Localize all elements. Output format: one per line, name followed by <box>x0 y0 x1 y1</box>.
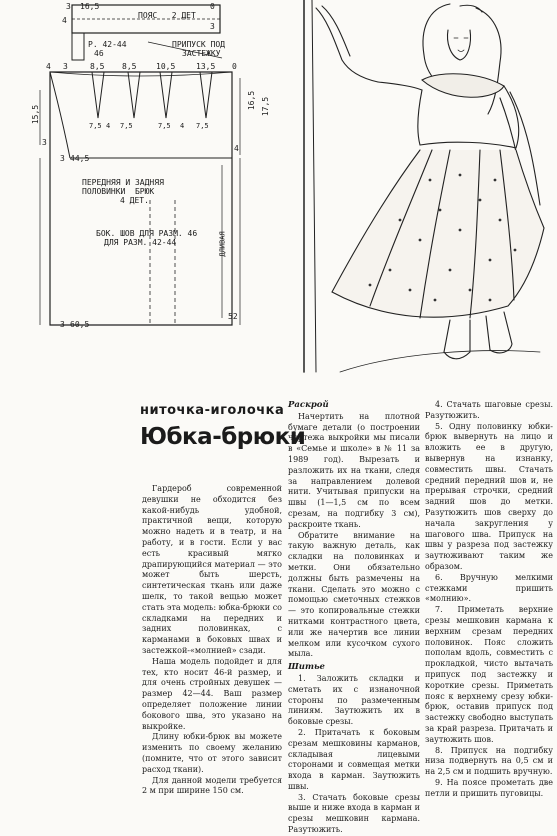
dim-mid-1: 4 <box>106 122 111 130</box>
column-3 <box>425 400 553 799</box>
heading-sewing: Шитье <box>288 662 325 673</box>
bottom-value: 60,5 <box>70 320 90 329</box>
side-right-b: 17,5 <box>261 96 271 117</box>
dim-top-0: 4 <box>46 62 51 71</box>
belt-num-top: 16,5 <box>80 2 100 11</box>
belt-label: ПОЯС 2 ДЕТ <box>138 11 196 20</box>
heading-cutting: Раскрой <box>288 400 329 410</box>
dim-mid-5: 7,5 <box>196 122 209 130</box>
dim-top-4: 10,5 <box>156 62 176 71</box>
belt-num-right-b: 3 <box>210 22 215 31</box>
col3-step-4: 4. Стачать шаговые срезы. Разутюжить. <box>425 400 553 420</box>
col3-step-9: 9. На поясе прометать две петли и пришить пуговицы. <box>425 777 553 798</box>
fb-line2: ПОЛОВИНКИ БРЮК <box>82 187 155 196</box>
dim-top-3: 8,5 <box>122 62 137 71</box>
dim-top-2: 8,5 <box>90 62 105 71</box>
col2-step-1: 1. Заложить складки и сметать их с изнаночной стороны по размеченным линиям. Заутюжить их в боковые срезы. <box>288 673 420 727</box>
dim-mid-2: 7,5 <box>120 122 133 130</box>
seam-line1: БОК. ШОВ ДЛЯ РАЗМ. 46 <box>96 229 198 238</box>
placket-2: ЗАСТЕЖКУ <box>182 49 221 58</box>
dim-mid-0: 7,5 <box>89 122 102 130</box>
pattern-drawing <box>0 0 300 355</box>
long-label: ДЛИВАЯ <box>218 231 227 257</box>
rubric: ниточка-иголочка <box>140 403 285 418</box>
fb-line3: 4 ДЕТ. <box>120 196 149 205</box>
dim-top-5: 13,5 <box>196 62 216 71</box>
col3-step-5: 5. Одну половинку юбки-брюк вывернуть на лицо и вложить ее в другую, вывернув на изнанку, совместить швы. Стачать средний передний шов и, не прерывая строчки, средний задний шов до метки. Разутюжить шов сверху до начала закругления у шагового шва. Припуск на швы у разреза под застежку заутюживают таким же образом. <box>425 421 553 571</box>
column-2 <box>288 400 420 836</box>
dim-mid-4: 4 <box>180 122 185 130</box>
col2-step-3: 3. Стачать боковые срезы выше и ниже входа в карман и срезы мешковин кармана. Разутюжить. <box>288 792 420 835</box>
belt-num-right-a: 0 <box>210 2 215 11</box>
size-note-1: Р. 42-44 <box>88 40 127 49</box>
col1-para-2: Наша модель подойдет и для тех, кто носит 46-й размер, и для очень стройных девушек — размер 42—44. Ваш размер определяет положение линии бокового шва, это указано на выкройке. <box>142 656 282 731</box>
col1-para-4: Для данной модели требуется 2 м при ширине 150 см. <box>142 775 282 796</box>
col1-para-3: Длину юбки-брюк вы можете изменить по своему желанию (помните, что от этого зависит расход ткани). <box>142 732 282 774</box>
col1-para-1: Гардероб современной девушки не обходится без какой-нибудь удобной, практичной вещи, которую можно надеть и в театр, и на работу, и в гости. Если у вас есть красивый мягко драпирующийся материал — это может быть шерсть, синтетическая ткань или даже шелк, то такой вещью может стать эта модель: юбка-брюки со складками на передних и задних половинках, с карманами в боковых швах и застежкой-«молнией» сзади. <box>142 484 282 655</box>
side-right-a: 16,5 <box>247 90 257 111</box>
col3-step-7: 7. Приметать верхние срезы мешковин кармана к верхним срезам передних половинок. Пояс сложить пополам вдоль, совместить с прокладкой, чисто вытачать припуск под застежку и короткие срезы. Приметать пояс к верхнему срезу юбки-брюк, оставив припуск под застежку свободно выступать за край разреза. Притачать и заутюжить шов. <box>425 605 553 744</box>
dim-top-6: 0 <box>232 62 237 71</box>
dim-mid-3: 7,5 <box>158 122 171 130</box>
dim-top-1: 3 <box>63 62 68 71</box>
hip-value: 44,5 <box>70 154 90 163</box>
hip-left: 3 <box>60 154 65 163</box>
belt-num-left: 3 <box>66 2 71 11</box>
bottom-right: 52 <box>228 312 238 321</box>
col2-step-2: 2. Притачать к боковым срезам мешковины карманов, складывая лицевыми сторонами и совмещая метки входа в карман. Заутюжить швы. <box>288 727 420 791</box>
article-title: Юбка-брюки <box>140 424 306 450</box>
size-note-2: 46 <box>94 49 104 58</box>
col3-step-6: 6. Вручную мелкими стежками пришить «молнию». <box>425 572 553 604</box>
belt-side: 4 <box>62 16 67 25</box>
fashion-illustration <box>300 0 557 395</box>
fb-line1: ПЕРЕДНЯЯ И ЗАДНЯЯ <box>82 178 164 187</box>
hip-right: 4 <box>234 144 239 153</box>
bottom-left: 3 <box>60 320 65 329</box>
col2-para-2: Обратите внимание на такую важную деталь, как складки на половинках и метки. Они обязательно должны быть размечены на ткани. Сделать это можно с помощью сметочных стежков — это копировальные стежки нитками контрастного цвета, или же начертив все линии мелком или кусочком сухого мыла. <box>288 530 420 659</box>
placket-1: ПРИПУСК ПОД <box>172 40 225 49</box>
col2-para-1: Начертить на плотной бумаге детали (о построении чертежа выкройки мы писали в «Семье и школе» в № 11 за 1989 год). Вырезать и разложить их на ткани, следя за направлением долевой нити. Учитывая припуски на швы (1—1,5 см по всем срезам, на подгибку 3 см), раскроите ткань. <box>288 411 420 529</box>
side-left-top: 15,5 <box>31 104 41 125</box>
seam-line2: ДЛЯ РАЗМ. 42-44 <box>104 238 177 247</box>
woman-figure <box>300 0 557 395</box>
column-1 <box>142 484 282 797</box>
side-left-small: 3 <box>42 138 47 147</box>
col3-step-8: 8. Припуск на подгибку низа подвернуть на 0,5 см и на 2,5 см и подшить вручную. <box>425 745 553 777</box>
